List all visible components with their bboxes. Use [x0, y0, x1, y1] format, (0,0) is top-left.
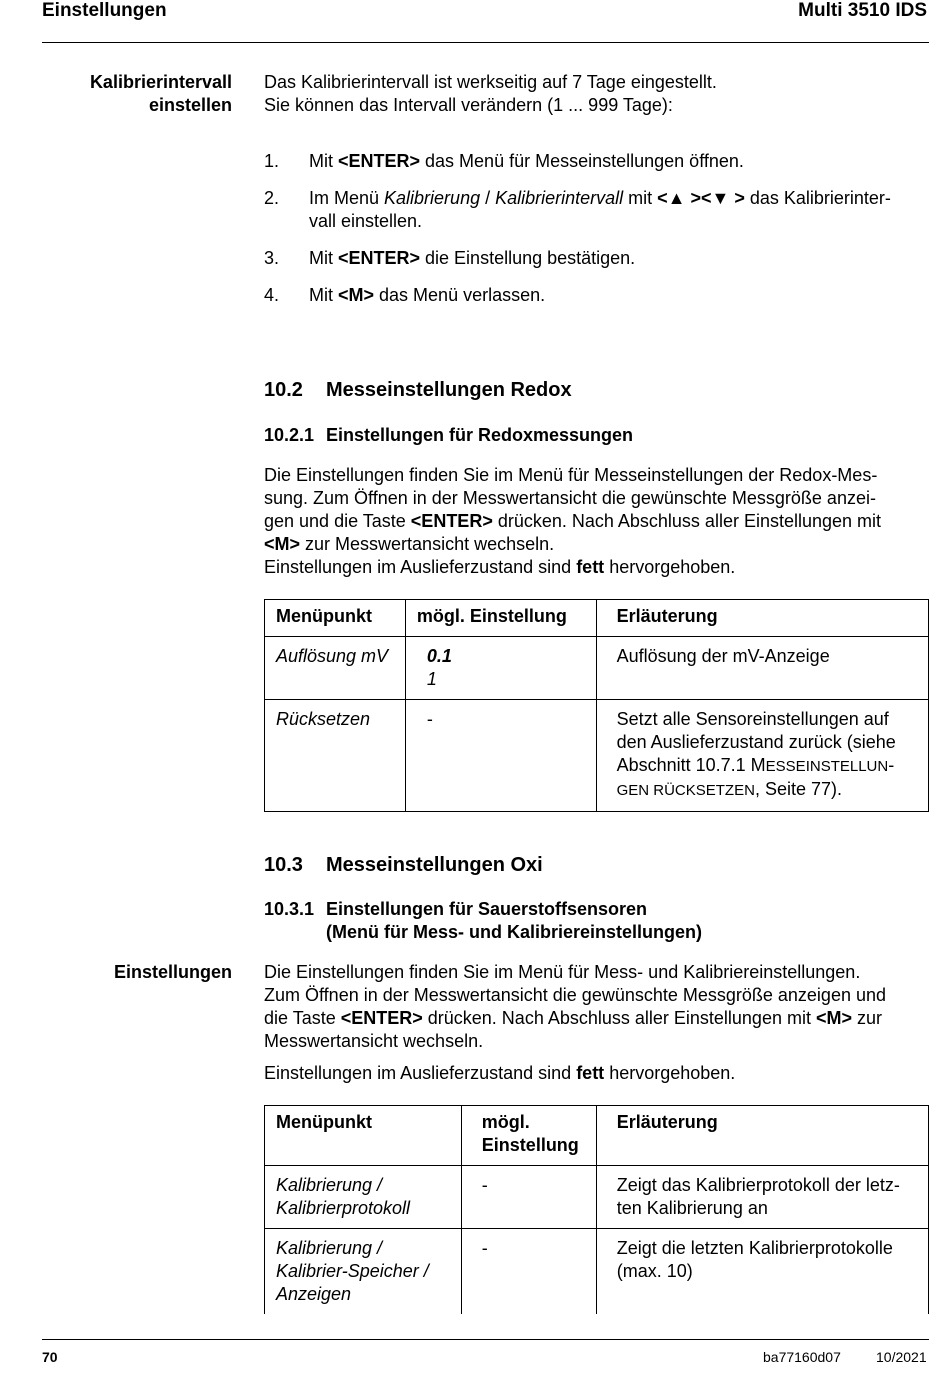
step-3: 3. Mit <ENTER> die Einstellung bestätigen. [264, 248, 636, 268]
redox-paragraph: Die Einstellungen finden Sie im Menü für Messeinstellungen der Redox-Mes- sung. Zum Öffnen in der Messwertansicht die gewünschte Messgröße anzei- gen und die Taste <ENTER> drücken. Nach Abschluss aller Einstellungen mit <M> zur Messwertansicht wechseln. Einstellungen im Auslieferzustand sind fett hervorgehoben. [264, 465, 882, 577]
table-header-row: Menüpunkt mögl. Einstellung Erläuterung [265, 600, 929, 637]
page-number: 70 [42, 1349, 58, 1365]
step-1: 1. Mit <ENTER> das Menü für Messeinstellungen öffnen. [264, 151, 744, 171]
side-label-calibration-interval: Kalibrierintervall einstellen [89, 72, 232, 115]
subsection-heading-10-3-1: 10.3.1 Einstellungen für Sauerstoffsensoren (Menü für Mess- und Kalibriereinstellungen) [264, 899, 703, 942]
footer-rule [42, 1339, 929, 1340]
key-down: <▼ > [701, 188, 745, 208]
header-rule [42, 42, 929, 43]
calibration-intro: Das Kalibrierintervall ist werkseitig auf 7 Tage eingestellt. Sie können das Intervall verändern (1 ... 999 Tage): [264, 72, 717, 115]
oxi-settings-table [264, 1105, 929, 1314]
document-code: ba77160d07 [763, 1349, 841, 1365]
section-heading-10-3: 10.3 Messeinstellungen Oxi [264, 854, 543, 876]
section-heading-10-2: 10.2 Messeinstellungen Redox [264, 379, 572, 401]
table-header-row: Menüpunkt mögl. Einstellung Erläuterung [265, 1106, 929, 1166]
step-4: 4. Mit <M> das Menü verlassen. [264, 285, 546, 305]
table-row: Kalibrierung / Kalibrier-Speicher / Anzeigen - Zeigt die letzten Kalibrierprotokolle (max. 10) [265, 1229, 929, 1315]
table-row: Kalibrierung / Kalibrierprotokoll - Zeigt das Kalibrierprotokoll der letz- ten Kalibrierung an [265, 1166, 929, 1229]
calibration-steps [264, 150, 944, 321]
step-2: 2. Im Menü Kalibrierung / Kalibrierintervall mit <▲ ><▼ > das Kalibrierinter- vall einstellen. [264, 188, 891, 231]
side-label-settings: Einstellungen [113, 962, 232, 982]
key-up: <▲ > [657, 188, 702, 208]
document-date: 10/2021 [876, 1349, 927, 1365]
oxi-paragraph: Die Einstellungen finden Sie im Menü für Mess- und Kalibriereinstellungen. Zum Öffnen in der Messwertansicht die gewünschte Messgröße anzeigen und die Taste <ENTER> drücken. Nach Abschluss aller Einstellungen mit <M> zur Messwertansicht wechseln. Einstellungen im Auslieferzustand sind fett hervorgehoben. [264, 962, 886, 1083]
redox-settings-table [264, 599, 929, 812]
running-header-right: Multi 3510 IDS [798, 0, 927, 21]
table-row: Rücksetzen - Setzt alle Sensoreinstellungen auf den Auslieferzustand zurück (siehe Abschnitt 10.7.1 MESSEINSTELLUN- GEN RÜCKSETZEN, Seite 77). [265, 700, 929, 812]
subsection-heading-10-2-1: 10.2.1 Einstellungen für Redoxmessungen [264, 425, 634, 445]
running-header-left: Einstellungen [42, 0, 167, 21]
table-row: Auflösung mV 0.1 1 Auflösung der mV-Anzeige [265, 637, 929, 700]
